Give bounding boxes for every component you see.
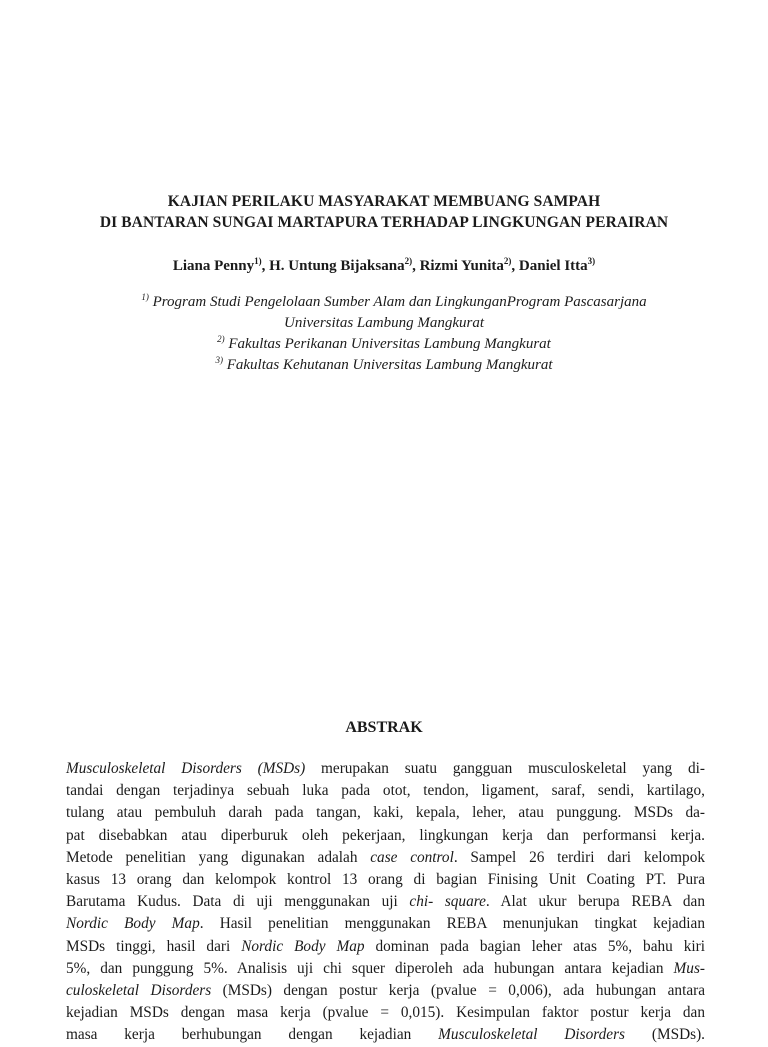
author-name: Liana Penny: [172, 258, 255, 274]
abstract-text: (MSDs).: [625, 1026, 705, 1044]
abstract-line: [66, 780, 705, 802]
abstract-line: [66, 913, 705, 935]
author-separator: ,: [412, 258, 420, 274]
abstract-line: [66, 869, 705, 891]
abstract-text: tandai dengan terjadinya sebuah luka pada otot, tendon, ligament, saraf, sendi, kartilago,: [66, 782, 705, 800]
abstract-italic-term: Nordic Body Map: [241, 937, 365, 955]
abstract-text: 5%, dan punggung 5%. Analisis uji chi squer diperoleh ada hubungan antara kejadian: [66, 959, 674, 977]
abstract-line: [66, 936, 705, 958]
abstract-italic-term: Nordic Body Map: [66, 915, 200, 933]
abstract-text: dominan pada bagian leher atas 5%, bahu kiri: [364, 937, 706, 955]
abstract-text: . Sampel 26 terdiri dari kelompok: [453, 848, 706, 866]
affiliation-mark: 3): [215, 355, 223, 365]
abstract-line: [66, 958, 705, 980]
abstract-italic-term: Mus-: [673, 959, 705, 977]
author-list: [0, 256, 768, 276]
title-line: DI BANTARAN SUNGAI MARTAPURA TERHADAP LINGKUNGAN PERAIRAN: [99, 214, 669, 231]
title-line: KAJIAN PERILAKU MASYARAKAT MEMBUANG SAMPAH: [167, 193, 601, 210]
abstract-text: Metode penelitian yang digunakan adalah: [66, 848, 371, 866]
abstract-text: pat disebabkan atau diperburuk oleh pekerjaan, lingkungan kerja dan performansi kerja.: [66, 826, 705, 844]
abstract-text: (MSDs) dengan postur kerja (pvalue = 0,006), ada hubungan antara: [211, 982, 705, 1000]
affiliation-text: Fakultas Perikanan Universitas Lambung Mangkurat: [228, 336, 551, 352]
author-affiliation-mark: 1): [254, 256, 262, 266]
abstract-line: [66, 1002, 705, 1024]
affiliation-mark: 1): [141, 292, 149, 302]
affiliation-line: [0, 334, 768, 355]
affiliation-text: Fakultas Kehutanan Universitas Lambung Mangkurat: [226, 357, 553, 373]
abstract-line: [66, 802, 705, 824]
abstract-text: Barutama Kudus. Data di uji menggunakan uji: [66, 893, 410, 911]
author-name: Rizmi Yunita: [419, 258, 504, 274]
abstract-text: . Alat ukur berupa REBA dan: [485, 893, 705, 911]
affiliation-mark: 2): [217, 334, 225, 344]
abstract-line: [66, 1024, 705, 1046]
affiliation-line: [0, 292, 768, 313]
abstract-italic-term: chi- square: [409, 893, 486, 911]
affiliation-text: Universitas Lambung Mangkurat: [284, 315, 484, 331]
abstract-italic-term: Musculoskeletal Disorders (MSDs): [66, 760, 306, 777]
abstract-text: merupakan suatu gangguan musculoskeletal yang di-: [305, 760, 705, 777]
affiliation-list: [0, 292, 768, 376]
author-affiliation-mark: 2): [503, 256, 512, 266]
author-name: Daniel Itta: [518, 258, 588, 274]
author-separator: ,: [261, 258, 270, 274]
abstract-text: . Hasil penelitian menggunakan REBA menunjukan tingkat kejadian: [199, 915, 705, 933]
affiliation-line: [0, 313, 768, 334]
abstract-line: [66, 891, 705, 913]
abstract-italic-term: culoskeletal Disorders: [66, 982, 212, 1000]
abstract-italic-term: Musculoskeletal Disorders: [438, 1026, 626, 1044]
abstract-text: masa kerja berhubungan dengan kejadian: [66, 1026, 439, 1044]
abstract-heading: ABSTRAK: [345, 719, 423, 736]
affiliation-text: Program Studi Pengelolaan Sumber Alam dan LingkunganProgram Pascasarjana: [152, 294, 647, 310]
abstract-line: [66, 847, 705, 869]
abstract-text: kasus 13 orang dan kelompok kontrol 13 orang di bagian Finising Unit Coating PT. Pura: [66, 871, 705, 889]
abstract-text: kejadian MSDs dengan masa kerja (pvalue = 0,015). Kesimpulan faktor postur kerja dan: [66, 1004, 705, 1022]
author-affiliation-mark: 3): [587, 256, 596, 266]
abstract-line: [66, 758, 705, 780]
author-separator: ,: [511, 258, 519, 274]
author-affiliation-mark: 2): [404, 256, 413, 266]
abstract-text: tulang atau pembuluh darah pada tangan, kaki, kepala, leher, atau punggung. MSDs da-: [66, 804, 705, 822]
abstract-body: [66, 758, 705, 1047]
abstract-line: [66, 825, 705, 847]
author-name: H. Untung Bijaksana: [269, 258, 405, 274]
abstract-italic-term: case control: [370, 848, 454, 866]
paper-title: [0, 191, 768, 233]
affiliation-line: [0, 355, 768, 376]
abstract-text: MSDs tinggi, hasil dari: [66, 937, 242, 955]
abstract-line: [66, 980, 705, 1002]
